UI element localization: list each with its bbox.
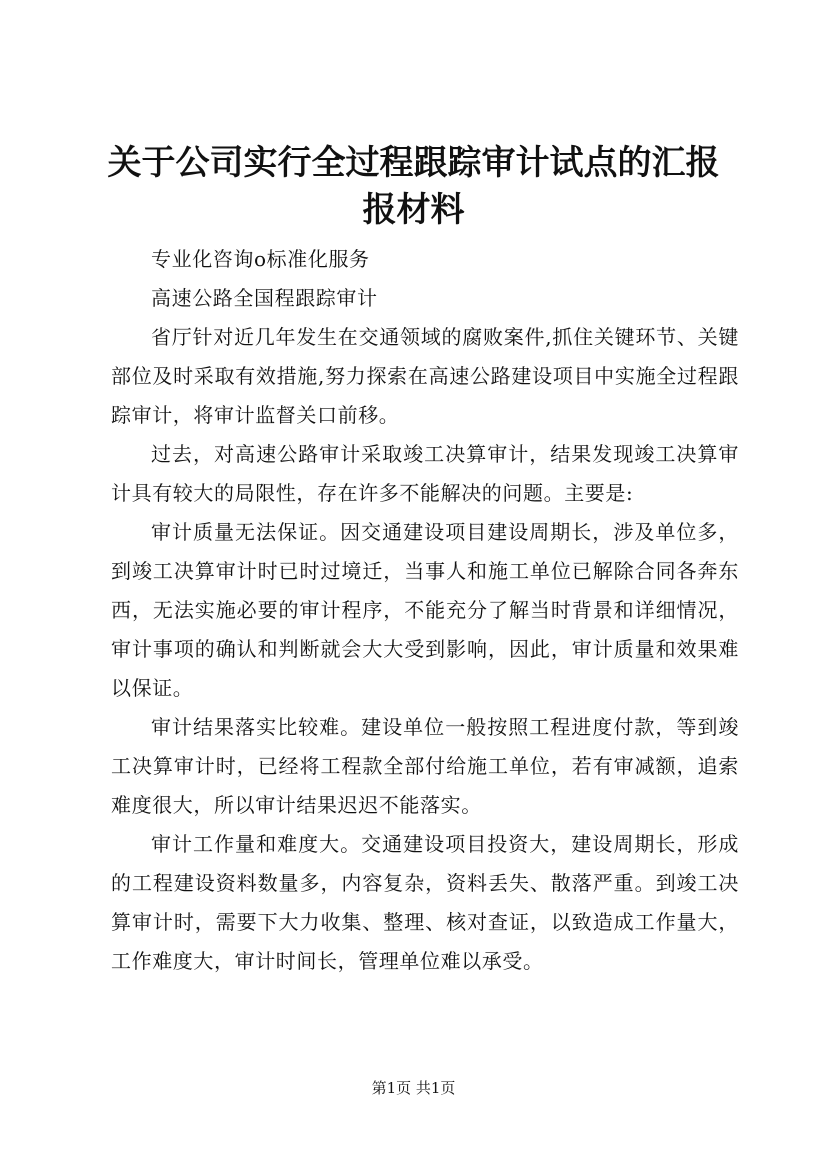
- document-body: [111, 240, 739, 981]
- paragraph-intro: 省厅针对近几年发生在交通领域的腐败案件,抓住关键环节、关键部位及时采取有效措施,努力探索在高速公路建设项目中实施全过程跟踪审计，将审计监督关口前移。: [111, 325, 739, 427]
- paragraph-quality: 审计质量无法保证。因交通建设项目建设周期长，涉及单位多，到竣工决算审计时已时过境迁，当事人和施工单位已解除合同各奔东西，无法实施必要的审计程序，不能充分了解当时背景和详细情况，审计事项的确认和判断就会大大受到影响，因此，审计质量和效果难以保证。: [111, 520, 739, 700]
- paragraph-workload: 审计工作量和难度大。交通建设项目投资大，建设周期长，形成的工程建设资料数量多，内容复杂，资料丢失、散落严重。到竣工决算审计时，需要下大力收集、整理、核对查证，以致造成工作量大，工作难度大，审计时间长，管理单位难以承受。: [111, 832, 739, 973]
- paragraph-subtitle: 高速公路全国程跟踪审计: [151, 286, 378, 310]
- paragraph-slogan: 专业化咨询o标准化服务: [151, 247, 370, 271]
- document-title: 关于公司实行全过程跟踪审计试点的汇报报材料: [107, 143, 720, 230]
- page-footer: 第1页 共1页: [371, 1079, 456, 1097]
- paragraph-implementation: 审计结果落实比较难。建设单位一般按照工程进度付款，等到竣工决算审计时，已经将工程款全部付给施工单位，若有审减额，追索难度很大，所以审计结果迟迟不能落实。: [111, 715, 739, 817]
- paragraph-past: 过去，对高速公路审计采取竣工决算审计，结果发现竣工决算审计具有较大的局限性，存在许多不能解决的问题。主要是:: [111, 442, 739, 505]
